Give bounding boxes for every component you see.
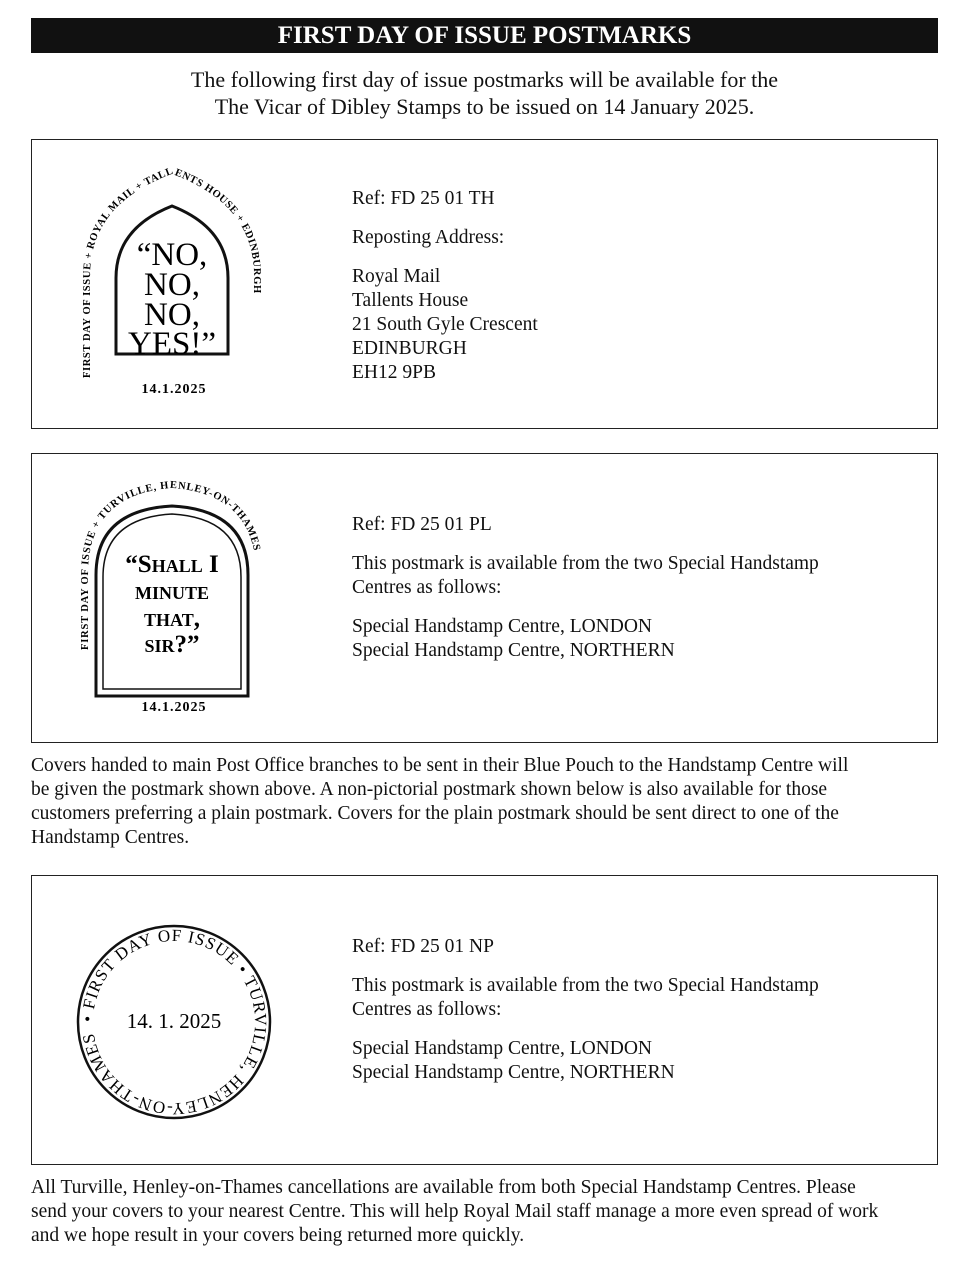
address-line: Royal Mail	[352, 266, 441, 287]
paragraph-line: Handstamp Centres.	[31, 827, 190, 848]
non-pictorial-circular-postmark	[72, 920, 276, 1124]
address-line: EDINBURGH	[352, 338, 467, 359]
ref-number: Ref: FD 25 01 PL	[352, 514, 492, 535]
description-line: Centres as follows:	[352, 999, 502, 1020]
postmark-info	[352, 935, 819, 1085]
description-line: Centres as follows:	[352, 577, 502, 598]
intro-text	[31, 66, 938, 120]
quote-line: minute	[134, 578, 210, 605]
page-title: FIRST DAY OF ISSUE POSTMARKS	[31, 18, 938, 53]
paragraph-line: and we hope result in your covers being returned more quickly.	[31, 1225, 525, 1246]
quote-line: YES!”	[128, 326, 216, 362]
postmark-info	[352, 513, 819, 663]
covers-paragraph	[31, 754, 946, 850]
address-heading: Reposting Address:	[352, 227, 505, 248]
postmark-date: 14.1.2025	[141, 700, 207, 715]
quote-line: sir?”	[144, 631, 200, 658]
postmark-info	[352, 187, 538, 385]
quote-line: that,	[144, 605, 200, 632]
vicar-pictorial-postmark-pl	[72, 480, 272, 720]
intro-line: The following first day of issue postmarks will be available for the	[190, 67, 779, 92]
footer-paragraph	[31, 1176, 946, 1248]
paragraph-line: send your covers to your nearest Centre. This will help Royal Mail staff manage a more even spread of work	[31, 1201, 879, 1222]
ring-text: • FIRST DAY OF ISSUE • TURVILLE, HENLEY-ON-THAMES	[77, 925, 271, 1119]
paragraph-line: be given the postmark shown above. A non-pictorial postmark shown below is also available for those	[31, 779, 828, 800]
centre-line: Special Handstamp Centre, NORTHERN	[352, 640, 675, 661]
centre-line: Special Handstamp Centre, LONDON	[352, 1038, 653, 1059]
paragraph-line: All Turville, Henley-on-Thames cancellations are available from both Special Handstamp Centres. Please	[31, 1177, 856, 1198]
ring-text: FIRST DAY OF ISSUE + ROYAL MAIL + TALLENTS HOUSE + EDINBURGH	[81, 166, 263, 378]
ref-number: Ref: FD 25 01 NP	[352, 936, 494, 957]
quote-line: “NO,	[136, 237, 208, 273]
ring-text: FIRST DAY OF ISSUE + TURVILLE, HENLEY-ON-THAMES	[79, 480, 262, 650]
address-line: 21 South Gyle Crescent	[352, 314, 538, 335]
vicar-pictorial-postmark-th	[72, 166, 272, 402]
centre-line: Special Handstamp Centre, LONDON	[352, 616, 653, 637]
ref-number: Ref: FD 25 01 TH	[352, 188, 495, 209]
address-line: Tallents House	[352, 290, 469, 311]
paragraph-line: Covers handed to main Post Office branches to be sent in their Blue Pouch to the Handstamp Centre will	[31, 755, 849, 776]
address-line: EH12 9PB	[352, 362, 436, 383]
postmark-box-tallents-house	[31, 139, 938, 429]
centre-line: Special Handstamp Centre, NORTHERN	[352, 1062, 675, 1083]
postmark-box-pictorial	[31, 453, 938, 743]
postmark-box-non-pictorial	[31, 875, 938, 1165]
intro-line: The Vicar of Dibley Stamps to be issued on 14 January 2025.	[214, 94, 755, 119]
description-line: This postmark is available from the two Special Handstamp	[352, 975, 819, 996]
quote-line: NO,	[144, 267, 200, 303]
postmark-date: 14. 1. 2025	[126, 1009, 222, 1033]
postmark-date: 14.1.2025	[141, 382, 207, 397]
paragraph-line: customers preferring a plain postmark. Covers for the plain postmark should be sent direct to one of the	[31, 803, 839, 824]
quote-line: “Shall I	[125, 551, 219, 578]
quote-line: NO,	[144, 297, 200, 333]
description-line: This postmark is available from the two Special Handstamp	[352, 553, 819, 574]
